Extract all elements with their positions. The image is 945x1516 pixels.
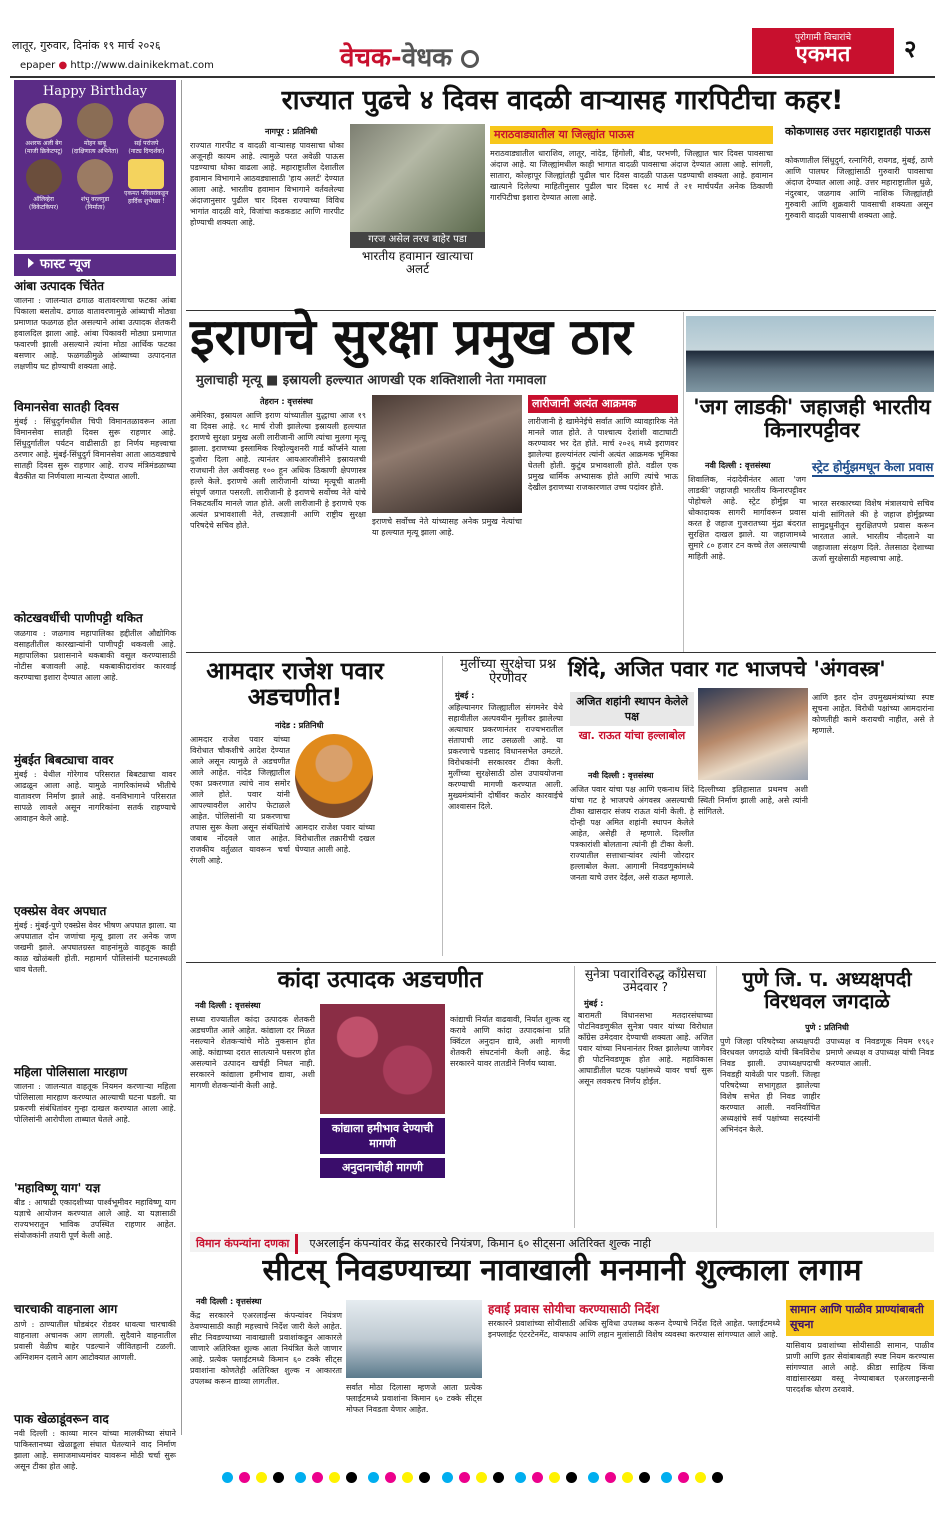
brand-tagline: पुरोगामी विचारांचे bbox=[794, 33, 852, 43]
avatar bbox=[77, 103, 113, 139]
ship-dateline: नवी दिल्ली : वृत्तसंस्था bbox=[705, 461, 771, 470]
rajesh-body-2: आमदार राजेश पवार यांच्या विरोधातील तक्रारीची दखल घेण्यात आली आहे. bbox=[295, 823, 375, 854]
baggage-box-body: यासिवाय प्रवाशांच्या सोयीसाठी सामान, पाळीव प्राणी आणि इतर सेवांबाबतही स्पष्ट नियम करण्यास सांगण्यात आले आहे. क्रीडा साहित्य किंवा वाद्यांसारख्या वस्तू नेण्याबाबत एअरलाइन्सनी पारदर्शक धोरण ठरवावे. bbox=[786, 1341, 934, 1394]
section-title-a: वेचक- bbox=[340, 43, 402, 73]
iran-body: अमेरिका, इस्रायल आणि इराण यांच्यातील युद्धाचा आज १९ वा दिवस आहे. १८ मार्च रोजी झालेल्या इस्रायली हल्ल्यात इराणचे सुरक्षा प्रमुख अली लारीजानी आणि त्यांचा मुलगा मृत्यू झाला. इराणच्या इस्लामिक रिव्होल्युशनरी गार्ड कॉर्प्सने याला दुजोरा दिला आहे. त्यानंतर आयआरजीसीने इस्रायलची राजधानी तेल अवीवसह १०० हून अधिक ठिकाणी क्षेपणास्त्र हल्ले केले. इराणचे अली लारीजानी यांच्या मृत्यूची बातमी संपूर्ण जगात पसरली. लारीजानी हे इराणचे सर्वोच्च नेते यांचे निकटवर्तीय मानले जात होते. अली लारीजानी हे इराणचे एक अत्यंत प्रभावशाली नेते, तत्त्वज्ञानी आणि राष्ट्रीय सुरक्षा परिषदेचे सचिव होते. bbox=[190, 411, 366, 530]
site-url[interactable]: http://www.dainikekmat.com bbox=[70, 60, 214, 71]
airplane-cabin-photo bbox=[346, 1300, 482, 1378]
avatar bbox=[26, 103, 62, 139]
onion-headline: कांदा उत्पादक अडचणीत bbox=[277, 967, 483, 993]
hormuz-box-body: भारत सरकारच्या विशेष मंत्रालयाचे सचिव यांनी सांगितले की हे जहाज होर्मुझच्या सामुद्रधुनीतून सुरक्षितपणे प्रवास करून भारतात आले. भारतीय नौदलाने या जहाजाला संरक्षण दिले. तेलसाठा देशाच्या ऊर्जा सुरक्षेसाठी महत्त्वाचा आहे. bbox=[812, 499, 934, 563]
weather-dateline: नागपूर : प्रतिनिधी bbox=[265, 127, 318, 136]
onion-dateline: नवी दिल्ली : वृत्तसंस्था bbox=[195, 1001, 261, 1010]
birthday-person: मोहन बाबू (दाक्षिणात्य अभिनेता) bbox=[71, 103, 119, 155]
epaper-label: epaper bbox=[20, 60, 56, 71]
weather-body: राज्यात गारपीट व वादळी वाऱ्यासह पावसाचा धोका अजूनही कायम आहे. त्यामुळे परत अवेळी पाऊस पडण्याचा धोका वाढला आहे. महाराष्ट्रातील देशातील हवामान विभागाने आठवड्यासाठी 'हाय अलर्ट' देण्यात आला आहे. भारतीय हवामान विभागाने वर्तवलेल्या अंदाजानुसार पुढील चार दिवस राज्याच्या विविध भागांत वादळी वारे, विजांचा कडकडाट आणि गारपीट होण्याची शक्यता आहे. bbox=[190, 141, 344, 227]
shinde-headline: शिंदे, अजित पवार गट भाजपचे 'अंगवस्त्र' bbox=[568, 657, 886, 681]
list-item: एक्स्प्रेस वेवर अपघात मुंबई : मुंबई-पुणे एक्स्प्रेस वेवर भीषण अपघात झाला. या अपघातात दोन जणांचा मृत्यू झाला तर अनेक जण जखमी झाले. अपघातग्रस्त वाहनांमुळे वाहतूक काही काळ खोळंबली होती. महामार्ग पोलिसांनी घटनास्थळी धाव घेतली. bbox=[14, 903, 176, 974]
ship-photo bbox=[686, 316, 934, 392]
larijani-sidebar-body: लारीजानी हे खामेनेईचे सर्वात आणि व्यावहारिक नेते मानले जात होते. ते पाश्चात्य देशांशी वाटाघाटी करण्यावर भर देत होते. मार्च २०२६ मध्ये इराणवर झालेल्या हल्ल्यांनंतर त्यांनी अत्यंत आक्रमक भूमिका घेतली होती. कुटुंब प्रभावशाली होते. वडील एक प्रमुख धार्मिक अभ्यासक होते आणि त्यांचे भाऊ देखील इराणच्या राजकारणात उच्च पदांवर होते. bbox=[528, 417, 678, 492]
girls-body: अहिल्यानगर जिल्ह्यातील संगमनेर येथे सहावीतील अल्पवयीन मुलीवर झालेल्या अत्याचार प्रकरणानंतर राज्यभरातील संतापाची लाट उसळली आहे. या प्रकरणाचे पडसाद विधानसभेत उमटले. विरोधकांनी सरकारवर टीका केली. मुलींच्या सुरक्षेसाठी ठोस उपाययोजना करण्याची मागणी करण्यात आली. मुख्यमंत्र्यांनी दोषींवर कठोर कारवाईचे आश्वासन दिले. bbox=[448, 703, 563, 811]
brand-name: एकमत bbox=[795, 42, 851, 67]
list-item: महिला पोलिसाला मारहाण जालना : जालन्यात वाहतूक नियमन करणाऱ्या महिला पोलिसाला मारहाण करण्यात आल्याची घटना घडली. या प्रकरणी संबंधितांवर गुन्हा दाखल करण्यात आला आहे. पोलिसांनी आरोपीला ताब्यात घेतले आहे. bbox=[14, 1064, 176, 1125]
section-logo bbox=[340, 38, 570, 74]
marathwada-title: मराठवाड्यातील या जिल्ह्यांत पाऊस bbox=[490, 126, 773, 144]
print-registration-marks bbox=[60, 1468, 885, 1488]
fast-news-list bbox=[14, 279, 176, 1471]
birthday-person: एकमत परिवाराकडून हार्दिक शुभेच्छा ! bbox=[122, 159, 170, 211]
cake-icon bbox=[128, 159, 164, 189]
pune-headline: पुणे जि. प. अध्यक्षपदी विरधवल जगदाळे bbox=[742, 967, 912, 1013]
weather-subhead: भारतीय हवामान खात्याचा अलर्ट bbox=[361, 249, 474, 277]
larijani-photo bbox=[372, 395, 522, 513]
section-title-b: वेधक bbox=[401, 43, 453, 73]
airline-kicker-sub: एअरलाईन कंपन्यांवर केंद्र सरकारचे नियंत्रण, किमान ६० सीट्सना अतिरिक्त शुल्क नाही bbox=[309, 1237, 651, 1250]
larijani-sidebar-title: लारीजानी अत्यंत आक्रमक bbox=[528, 395, 678, 413]
onion-body-2: कांद्याची निर्यात वाढवावी, निर्यात शुल्क रद्द करावे आणि कांदा उत्पादकांना प्रति क्विंटल अनुदान द्यावे, अशी मागणी शेतकरी संघटनांनी केली आहे. केंद्र सरकारने यावर तातडीने निर्णय घ्यावा. bbox=[450, 1015, 570, 1068]
girls-headline: मुलींच्या सुरक्षेचा प्रश्न ऐरणीवर bbox=[460, 657, 556, 687]
onion-caption-2: अनुदानाचीही मागणी bbox=[320, 1158, 445, 1178]
avatar bbox=[128, 103, 164, 139]
raut-photo bbox=[698, 688, 808, 780]
photo-caption: गरज असेल तरच बाहेर पडा bbox=[350, 232, 485, 248]
birthday-person: अशरफ अली बेग (माजी क्रिकेटपटू) bbox=[20, 103, 68, 155]
airline-kicker-bar bbox=[190, 1232, 934, 1252]
list-item: चारचाकी वाहनाला आग ठाणे : ठाण्यातील घोडबंदर रोडवर धावत्या चारचाकी वाहनाला अचानक आग लागली. सुदैवाने वाहनातील प्रवासी वेळीच बाहेर पडल्याने जीवितहानी टळली. अग्निशमन दलाने आग आटोक्यात आणली. bbox=[14, 1302, 176, 1362]
bullet-icon bbox=[28, 258, 34, 268]
birthday-title: Happy Birthday bbox=[42, 84, 148, 99]
list-item: आंबा उत्पादक चिंतेत जालना : जालन्यात ढगाळ वातावरणाचा फटका आंबा पिकाला बसतोय. ढगाळ वातावरणामुळे आंब्याची मोठ्या प्रमाणात फळगळ होत असल्याने आंबा उत्पादक शेतकरी हवालदिल झाला आहे. आंबा पिकावरी मोठ्या प्रमाणात फवारणी झाली असल्याने त्यांना मोठा आर्थिक फटका बसणार आहे. फळगळीमुळे आंब्याच्या उत्पादनात लक्षणीय घट होण्याची शक्यता आहे. bbox=[14, 279, 176, 372]
dateline: लातूर, गुरुवार, दिनांक १९ मार्च २०२६ bbox=[12, 39, 161, 52]
konkan-body: कोकणातील सिंधुदुर्ग, रत्नागिरी, रायगड, मुंबई, ठाणे आणि पालघर जिल्ह्यांसाठी गुरुवारी पावसाचा अंदाज देण्यात आला आहे. उत्तर महाराष्ट्रातील धुळे, नंदुरबार, जळगाव आणि नाशिक जिल्ह्यांतही गुरुवारी आणि शुक्रवारी पावसाची शक्यता असून गुरुवारी वादळी पावसाची शक्यता आहे. bbox=[785, 156, 933, 220]
rajesh-photo bbox=[295, 734, 373, 818]
shinde-sub2: खा. राऊत यांचा हल्लाबोल bbox=[578, 729, 686, 742]
page-number: २ bbox=[904, 35, 917, 63]
sunetra-body: बारामती विधानसभा मतदारसंघाच्या पोटनिवडणुकीत सुनेत्रा पवार यांच्या विरोधात काँग्रेस उमेदवार देण्याची शक्यता आहे. अजित पवार यांच्या निधनानंतर रिक्त झालेल्या जागेवर ही पोटनिवडणूक होत आहे. महाविकास आघाडीतील घटक पक्षांमध्ये यावर चर्चा सुरू असून लवकरच निर्णय होईल. bbox=[578, 1011, 713, 1086]
pune-body-2: उपाध्यक्ष व निवडणूक नियम १९६२ प्रमाणे अध्यक्ष व उपाध्यक्ष यांची निवड करण्यात आली. bbox=[826, 1037, 934, 1068]
birthday-box bbox=[14, 80, 176, 250]
birthday-person: सई परांजपे (नाट्य दिग्दर्शक) bbox=[122, 103, 170, 155]
rajesh-body: आमदार राजेश पवार यांच्या विरोधात चौकशीचे आदेश देण्यात आले असून त्यामुळे ते अडचणीत आले आहेत. नांदेड जिल्ह्यातील एका प्रकरणात त्यांचे नाव समोर आले होते. पवार यांनी आपल्यावरील आरोप फेटाळले आहेत. पोलिसांनी या प्रकरणाचा तपास सुरू केला असून संबंधितांचे जबाब नोंदवले जात आहेत. राजकीय वर्तुळात यावरून चर्चा रंगली आहे. bbox=[190, 735, 290, 865]
list-item: 'महाविष्णू याग' यज्ञ बीड : आषाढी एकादशीच्या पार्श्वभूमीवर महाविष्णू याग यज्ञाचे आयोजन करण्यात आले आहे. या यज्ञासाठी राज्यभरातून भाविक उपस्थित राहणार आहेत. संयोजकांनी तयारी पूर्ण केली आहे. bbox=[14, 1181, 176, 1241]
girls-dateline: मुंबई : bbox=[455, 691, 475, 700]
list-item: कोटखवर्धीची पाणीपट्टी थकित जळगाव : जळगाव महापालिका हद्दीतील औद्योगिक वसाहतीतील कारखान्यांनी पाणीपट्टी थकवली आहे. महापालिका प्रशासनाने थकबाकी वसूल करण्यासाठी नोटीस बजावली आहे. थकबाकीदारांवर कारवाई करण्याचा इशारा देण्यात आला आहे. bbox=[14, 611, 176, 682]
epaper-url[interactable]: epaper ● http://www.dainikekmat.com bbox=[20, 60, 214, 71]
airline-sub-body: सरकारने प्रवाशांच्या सोयीसाठी अधिक सुविधा उपलब्ध करून देण्याचे निर्देश दिले आहेत. फ्लाईटमध्ये इनफ्लाईट एंटरटेनमेंट, वायफाय आणि लहान मुलांसाठी विशेष व्यवस्था करण्यास सांगण्यात आले आहे. bbox=[488, 1319, 780, 1339]
shinde-sub1: अजित शहांनी स्थापन केलेले पक्ष bbox=[570, 692, 694, 726]
marathwada-body: मराठवाड्यातील धाराशिव, लातूर, नांदेड, हिंगोली, बीड, परभणी, जिल्ह्यात चार दिवस पावसाचा अंदाज आहे. या जिल्ह्यांमधील काही भागात वादळी पावसाचा अंदाज देण्यात आला आहे. सांगली, सातारा, कोल्हापूर जिल्ह्यांतही पुढील चार दिवस वादळी पाऊस पडण्याची शक्यता आहे. हवामान खात्याने दिलेल्या माहितीनुसार पुढील चार दिवस १८ मार्च ते २१ मार्चपर्यंत अनेक ठिकाणी गारपिटीचा इशारा देण्यात आला आहे. bbox=[490, 149, 773, 202]
airline-dateline: नवी दिल्ली : वृत्तसंस्था bbox=[196, 1297, 262, 1306]
shinde-body-2: दिल्लीच्या इतिहासात प्रथमच अशी स्थिती निर्माण झाली आहे, असे त्यांनी सांगितले. bbox=[698, 785, 808, 816]
sunetra-headline: सुनेत्रा पवारांविरुद्ध काँग्रेसचा उमेदवार ? bbox=[584, 967, 707, 995]
hormuz-box-title: स्ट्रेट होर्मुझमधून केला प्रवास bbox=[812, 458, 934, 477]
pune-body: पुणे जिल्हा परिषदेच्या अध्यक्षपदी विरधवल जगदाळे यांची बिनविरोध निवड झाली. उपाध्यक्षपदाची निवडही यावेळी पार पडली. जिल्हा परिषदेच्या सभागृहात झालेल्या विशेष सभेत ही निवड जाहीर करण्यात आली. नवनिर्वाचित अध्यक्षांचे सर्व पक्षांच्या सदस्यांनी अभिनंदन केले. bbox=[720, 1037, 820, 1134]
list-item: मुंबईत बिबट्याचा वावर मुंबई : येथील गोरेगाव परिसरात बिबट्याचा वावर आढळून आला आहे. यामुळे नागरिकांमध्ये भीतीचे वातावरण निर्माण झाले आहे. वनविभागाने परिसरात सापळे लावले असून नागरिकांना सतर्क राहण्याचे आवाहन केले आहे. bbox=[14, 752, 176, 823]
weather-headline: राज्यात पुढचे ४ दिवस वादळी वाऱ्यासह गारपिटीचा कहर! bbox=[281, 85, 844, 116]
shinde-dateline: नवी दिल्ली : वृत्तसंस्था bbox=[588, 771, 654, 780]
shinde-body: अजित पवार यांचा पक्ष आणि एकनाथ शिंदे यांचा गट हे भाजपचे अंगवस्त्र असल्याची टीका खासदार संजय राऊत यांनी केली. हे दोन्ही पक्ष अमित शहांनी स्थापन केलेले आहेत, असेही ते म्हणाले. दिल्लीत पत्रकारांशी बोलताना त्यांनी ही टीका केली. राज्यातील सत्ताधाऱ्यांवर त्यांनी जोरदार हल्लाबोल केला. आगामी निवडणुकांमध्ये जनता याचे उत्तर देईल, असे राऊत म्हणाले. bbox=[570, 785, 694, 882]
list-item: पाक खेळाडूंवरून वाद नवी दिल्ली : काव्या मारन यांच्या मालकीच्या संघाने पाकिस्तानच्या खेळाडूला संघात घेतल्याने वाद निर्माण झाला आहे. समाजमाध्यमांवर यावरून मोठी चर्चा सुरू असून टीका होत आहे. bbox=[14, 1411, 176, 1471]
rajesh-dateline: नांदेड : प्रतिनिधी bbox=[275, 721, 324, 730]
birthday-person: शंभू वरलगुडा (निर्माता) bbox=[71, 159, 119, 211]
shinde-body-3: आणि इतर दोन उपमुख्यमंत्र्यांच्या स्पष्ट सूचना आहेत. विरोधी पक्षांच्या आमदारांना कोणतीही कामे करायची नाहीत, असे ते म्हणाले. bbox=[812, 693, 934, 735]
iran-headline: इराणचे सुरक्षा प्रमुख ठार bbox=[190, 308, 633, 366]
iran-body-2: इराणचे सर्वोच्च नेते यांच्यासह अनेक प्रमुख नेत्यांचा या हल्ल्यात मृत्यू झाला आहे. bbox=[372, 517, 522, 537]
onion-photo bbox=[320, 1004, 445, 1114]
onion-caption-1: कांद्याला हमीभाव देण्याची मागणी bbox=[320, 1118, 445, 1154]
baggage-box-title: सामान आणि पाळीव प्राण्यांबाबती सूचना bbox=[786, 1300, 934, 1336]
brand-logo bbox=[752, 28, 894, 74]
birthday-person: ऑलिव्हेरा (विकेटकिपर) bbox=[20, 159, 68, 211]
ship-headline: 'जग लाडकी' जहाजही भारतीय किनारपट्टीवर bbox=[693, 395, 931, 443]
magnifier-icon bbox=[461, 50, 479, 68]
pune-dateline: पुणे : प्रतिनिधी bbox=[805, 1023, 849, 1032]
rajesh-headline: आमदार राजेश पवार अडचणीत! bbox=[206, 657, 384, 712]
avatar bbox=[26, 159, 62, 195]
list-item: विमानसेवा सातही दिवस मुंबई : सिंधुदुर्गमधील चिपी विमानतळावरून आता विमानसेवा सातही दिवस सुरू राहणार आहे. सिंधुदुर्गातील पर्यटन वाढीसाठी हा निर्णय महत्त्वाचा ठरणार आहे. मुंबई-सिंधुदुर्ग विमानसेवा आता आठवड्याचे सातही दिवस सुरू राहणार आहे. राज्य मंत्रिमंडळाच्या बैठकीत या निर्णयाला मान्यता देण्यात आली. bbox=[14, 400, 176, 482]
fast-news-header: फास्ट न्यूज bbox=[14, 254, 176, 276]
hailstorm-photo bbox=[350, 124, 485, 232]
avatar bbox=[77, 159, 113, 195]
airline-body-2: सर्वात मोठा दिलासा म्हणजे आता प्रत्येक फ्लाईटमध्ये प्रवाशांना किमान ६० टक्के सीट्स मोफत निवडता येणार आहेत. bbox=[346, 1383, 482, 1414]
iran-subhead: मुलाचाही मृत्यू ■ इस्रायली हल्ल्यात आणखी एक शक्तिशाली नेता गमावला bbox=[196, 373, 547, 388]
sunetra-dateline: मुंबई : bbox=[584, 999, 604, 1008]
airline-kicker: विमान कंपन्यांना दणका bbox=[190, 1234, 298, 1254]
ship-body: शिवालिक, नंदादेवीनंतर आता 'जग लाडकी' जहाजही भारतीय किनारपट्टीवर पोहोचले आहे. स्ट्रेट होर्मुझ या धोकादायक सागरी मार्गावरून प्रवास करत हे जहाज गुजरातच्या मुंद्रा बंदरात सुरक्षित दाखल झाले. या जहाजामध्ये सुमारे ८० हजार टन कच्चे तेल असल्याची माहिती आहे. bbox=[688, 475, 806, 561]
konkan-title: कोकणासह उत्तर महाराष्ट्रातही पाऊस bbox=[785, 125, 931, 138]
iran-dateline: तेहरान : वृत्तसंस्था bbox=[260, 397, 313, 406]
airline-headline: सीटस् निवडण्याच्या नावाखाली मनमानी शुल्काला लगाम bbox=[262, 1253, 862, 1288]
airline-body: केंद्र सरकारने एअरलाईन्स कंपन्यांवर नियंत्रण ठेवण्यासाठी काही महत्त्वाचे निर्देश जारी केले आहेत. सीट निवडण्याच्या नावाखाली प्रवाशांकडून आकारले जाणारे अतिरिक्त शुल्क आता नियंत्रित केले जाणार आहे. प्रत्येक फ्लाईटमध्ये किमान ६० टक्के सीट्स प्रवाशांना कोणतेही अतिरिक्त शुल्क न आकारता उपलब्ध करून द्याव्या लागतील. bbox=[190, 1311, 342, 1386]
onion-body: सध्या राज्यातील कांदा उत्पादक शेतकरी अडचणीत आले आहेत. कांद्याला दर मिळत नसल्याने शेतकऱ्यांचे मोठे नुकसान होत आहे. कांद्याच्या दरात सातत्याने घसरण होत असल्याने उत्पादन खर्चही निघत नाही. सरकारने कांद्याला हमीभाव द्यावा, अशी मागणी शेतकऱ्यांनी केली आहे. bbox=[190, 1015, 315, 1090]
airline-sub-title: हवाई प्रवास सोयीचा करण्यासाठी निर्देश bbox=[488, 1302, 659, 1316]
